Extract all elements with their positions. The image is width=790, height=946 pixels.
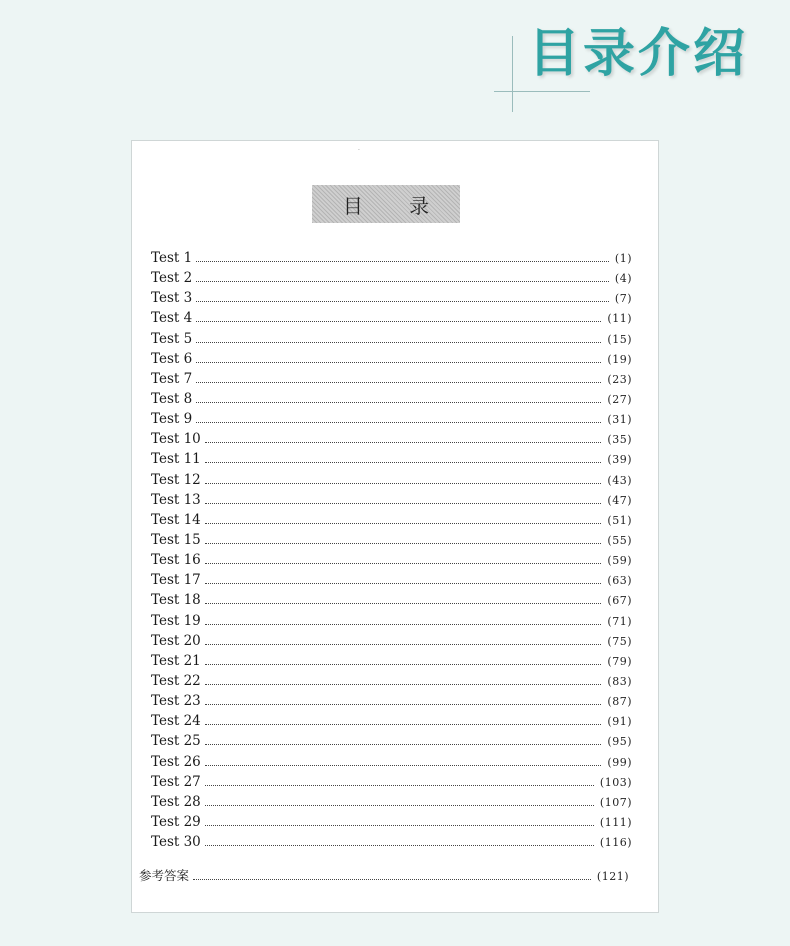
- dot-leader: [205, 844, 594, 846]
- toc-entry-page: (19): [607, 352, 632, 366]
- toc-entry-label: Test 26: [151, 753, 201, 770]
- toc-entry-page: (11): [607, 312, 632, 326]
- page-mark: ·: [358, 147, 360, 154]
- toc-entry[interactable]: [151, 673, 632, 693]
- toc-entry[interactable]: [151, 754, 632, 774]
- toc-entry-label: Test 11: [151, 451, 201, 468]
- toc-entry-page: (116): [599, 836, 632, 850]
- toc-entry-page: (71): [607, 614, 632, 628]
- toc-entry-page: (31): [607, 413, 632, 427]
- toc-entry-page: (47): [607, 493, 632, 507]
- toc-entry-label: Test 7: [151, 370, 193, 387]
- toc-entry[interactable]: [151, 693, 632, 713]
- toc-entry-page: (23): [607, 372, 632, 386]
- toc-entry-label: Test 12: [151, 471, 201, 488]
- toc-entry-label: Test 5: [151, 330, 193, 347]
- dot-leader: [205, 804, 594, 806]
- dot-leader: [205, 482, 602, 484]
- dot-leader: [196, 341, 601, 343]
- toc-entry-page: (67): [607, 594, 632, 608]
- toc-entry-label: Test 30: [151, 834, 201, 851]
- toc-entry-page: (107): [599, 795, 632, 809]
- toc-entry-label: Test 15: [151, 531, 201, 548]
- toc-entry[interactable]: [151, 733, 632, 753]
- dot-leader: [205, 663, 602, 665]
- toc-entry-label: Test 8: [151, 390, 193, 407]
- dot-leader: [196, 280, 609, 282]
- toc-entry-label: Test 28: [151, 793, 201, 810]
- toc-entry[interactable]: [151, 451, 632, 471]
- toc-entry[interactable]: [151, 552, 632, 572]
- toc-entry-label: Test 3: [151, 290, 193, 307]
- toc-entry[interactable]: [151, 794, 632, 814]
- dot-leader: [196, 361, 601, 363]
- toc-entry[interactable]: [151, 270, 632, 290]
- toc-entry-page: (15): [607, 332, 632, 346]
- dot-leader: [205, 542, 602, 544]
- toc-entry[interactable]: [151, 492, 632, 512]
- toc-entry-page: (4): [614, 272, 632, 286]
- toc-entry[interactable]: [151, 633, 632, 653]
- toc-entry-page: (99): [607, 755, 632, 769]
- toc-entry[interactable]: [151, 713, 632, 733]
- toc-entry[interactable]: [151, 411, 632, 431]
- dot-leader: [205, 683, 602, 685]
- toc-entry-page: (7): [614, 292, 632, 306]
- dot-leader: [205, 582, 602, 584]
- toc-list: [151, 250, 632, 854]
- toc-entry-page: (59): [607, 554, 632, 568]
- toc-entry-label: Test 25: [151, 733, 201, 750]
- toc-entry-label: Test 13: [151, 491, 201, 508]
- dot-leader: [205, 743, 602, 745]
- toc-entry-page: (55): [607, 533, 632, 547]
- toc-entry[interactable]: [151, 290, 632, 310]
- document-page: [131, 140, 659, 913]
- toc-entry-label: Test 27: [151, 773, 201, 790]
- toc-entry-label: Test 1: [151, 250, 193, 266]
- toc-entry[interactable]: [151, 532, 632, 552]
- toc-entry-page: (79): [607, 654, 632, 668]
- toc-entry-label: Test 21: [151, 652, 201, 669]
- toc-entry-label: Test 29: [151, 813, 201, 830]
- dot-leader: [205, 643, 602, 645]
- toc-entry-page: (1): [614, 252, 632, 265]
- dot-leader: [205, 764, 602, 766]
- dot-leader: [196, 381, 601, 383]
- toc-entry-page: (39): [607, 453, 632, 467]
- toc-entry-page: (91): [607, 715, 632, 729]
- toc-entry-page: (63): [607, 574, 632, 588]
- dot-leader: [196, 260, 609, 262]
- toc-entry-label: Test 16: [151, 552, 201, 569]
- dot-leader: [196, 421, 601, 423]
- dot-leader: [205, 703, 602, 705]
- toc-entry-label: Test 22: [151, 672, 201, 689]
- toc-entry-label: Test 24: [151, 713, 201, 730]
- decorative-vertical-line: [512, 36, 513, 112]
- toc-entry[interactable]: [151, 331, 632, 351]
- toc-entry-answers[interactable]: [139, 866, 629, 884]
- dot-leader: [193, 878, 591, 880]
- toc-entry-label: Test 2: [151, 270, 193, 287]
- toc-entry-label: Test 9: [151, 411, 193, 428]
- dot-leader: [205, 441, 602, 443]
- toc-entry-label: Test 23: [151, 693, 201, 710]
- toc-entry[interactable]: [151, 431, 632, 451]
- toc-entry-page: (103): [599, 775, 632, 789]
- toc-title: 目 录: [342, 193, 450, 218]
- toc-entry[interactable]: [151, 814, 632, 834]
- toc-entry-page: (35): [607, 433, 632, 447]
- toc-entry[interactable]: [151, 512, 632, 532]
- toc-entry[interactable]: [151, 250, 632, 270]
- toc-entry-label: Test 18: [151, 592, 201, 609]
- toc-entry-label: Test 19: [151, 612, 201, 629]
- toc-entry-page: (27): [607, 392, 632, 406]
- toc-entry-page: (111): [599, 815, 632, 829]
- dot-leader: [205, 562, 602, 564]
- toc-entry-label: Test 17: [151, 572, 201, 589]
- toc-entry-page: (75): [607, 634, 632, 648]
- dot-leader: [205, 824, 594, 826]
- toc-entry[interactable]: [151, 774, 632, 794]
- toc-entry-page: (87): [607, 695, 632, 709]
- toc-entry-page: (121): [596, 870, 629, 883]
- toc-entry[interactable]: [151, 310, 632, 330]
- dot-leader: [205, 522, 602, 524]
- toc-entry-label: Test 10: [151, 431, 201, 448]
- dot-leader: [205, 723, 602, 725]
- toc-entry-label: Test 14: [151, 511, 201, 528]
- toc-entry[interactable]: [151, 653, 632, 673]
- toc-entry[interactable]: [151, 572, 632, 592]
- toc-entry[interactable]: [151, 391, 632, 411]
- toc-entry-label: Test 20: [151, 632, 201, 649]
- toc-entry-page: (95): [607, 735, 632, 749]
- toc-entry[interactable]: [151, 351, 632, 371]
- toc-entry-page: (83): [607, 674, 632, 688]
- toc-entry[interactable]: [151, 592, 632, 612]
- toc-entry-label: Test 6: [151, 350, 193, 367]
- decorative-horizontal-line: [494, 91, 590, 92]
- toc-entry[interactable]: [151, 613, 632, 633]
- dot-leader: [205, 623, 602, 625]
- page-title: 目录介绍: [528, 24, 749, 84]
- dot-leader: [205, 461, 602, 463]
- toc-entry[interactable]: [151, 834, 632, 854]
- dot-leader: [196, 401, 601, 403]
- dot-leader: [205, 602, 602, 604]
- toc-entry[interactable]: [151, 472, 632, 492]
- dot-leader: [205, 502, 602, 504]
- toc-entry-page: (43): [607, 473, 632, 487]
- dot-leader: [196, 300, 609, 302]
- toc-entry[interactable]: [151, 371, 632, 391]
- dot-leader: [196, 320, 601, 322]
- toc-entry-label: 参考答案: [139, 868, 190, 883]
- toc-entry-label: Test 4: [151, 310, 193, 327]
- dot-leader: [205, 784, 594, 786]
- toc-heading-banner: [312, 185, 460, 223]
- toc-entry-page: (51): [607, 513, 632, 527]
